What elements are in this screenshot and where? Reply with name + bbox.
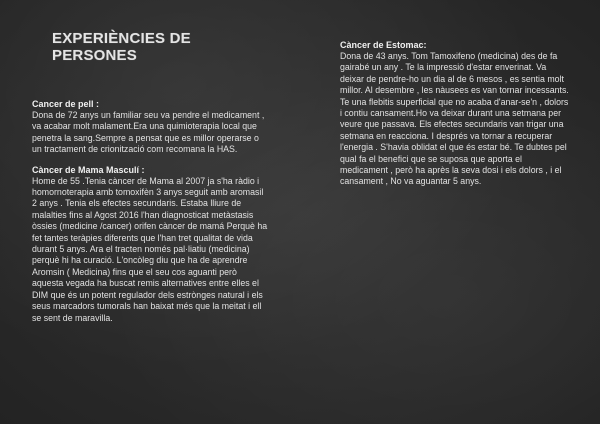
section-body: Dona de 72 anys un familiar seu va pendre el medicament , va acabar molt malament.Era una quimioterapia local que penetra la sang.Sempre a pensat que es millor operarse o un tractament de crionització com recomana la HAS. [32, 110, 265, 155]
section-body: Home de 55 .Tenia càncer de Mama al 2007 ja s'ha ràdio i homornoterapia amb tomoxifèn 3 anys seguit amb aromasil 2 anys . Tenia els efectes secundaris. Estaba lliure de malalties fins al Agost 2016 l'han diagnosticat metàstasis òssies (medicine /cancer) orifen càncer de mamá Perquè ha fet tantes teràpies diferents que l'han tret qualitat de vida durant 5 anys. Ara el tracten només pal·liatiu (medicina) perquè hi ha curació. L'oncòleg diu que ha de aprendre Aromsin ( Medicina) fins que el seu cos aguanti però aquesta vegada ha buscat remis alternatives entre elles el DIM que és un potent regulador dels estrònges natural i els seus marcadors tumorals han baixat més que la meitat i ell se sent de maravilla. [32, 175, 268, 323]
page-title: EXPERIÈNCIES DE PERSONES [52, 30, 191, 64]
section-heading: Cancer de pell : [32, 99, 100, 109]
section-stomach-cancer [340, 40, 572, 188]
section-skin-cancer [32, 99, 270, 156]
section-heading: Càncer de Estomac: [340, 40, 427, 50]
left-column [32, 30, 270, 333]
right-column [340, 40, 572, 197]
section-body: Dona de 43 anys. Tom Tamoxifeno (medicina) des de fa gairabé un any . Te la impressió d'estar enverinat. Va deixar de pendre-ho un dia al de 6 mesos , es sentia molt millor. Al desembre , les nàusees es van tornar incessants. Te una flebitis superficial que no acaba d'anar-se'n , dolors i contiu cansament.Ho va deixar durant una setmana per veure que passava. Els efectes secundaris van trigar una setmana en reacciona. I després va tornar a recuperar l'energia . S'havia oblidat el que és estar bé. Te dubtes pel qual fa el benefici que se suposa que aporta el medicament , però ha après la seva dosi i els dolors , i el cansament , No va aguantar 5 anys. [340, 51, 569, 187]
section-male-breast-cancer [32, 165, 270, 324]
section-heading: Càncer de Mama Masculí : [32, 164, 145, 175]
